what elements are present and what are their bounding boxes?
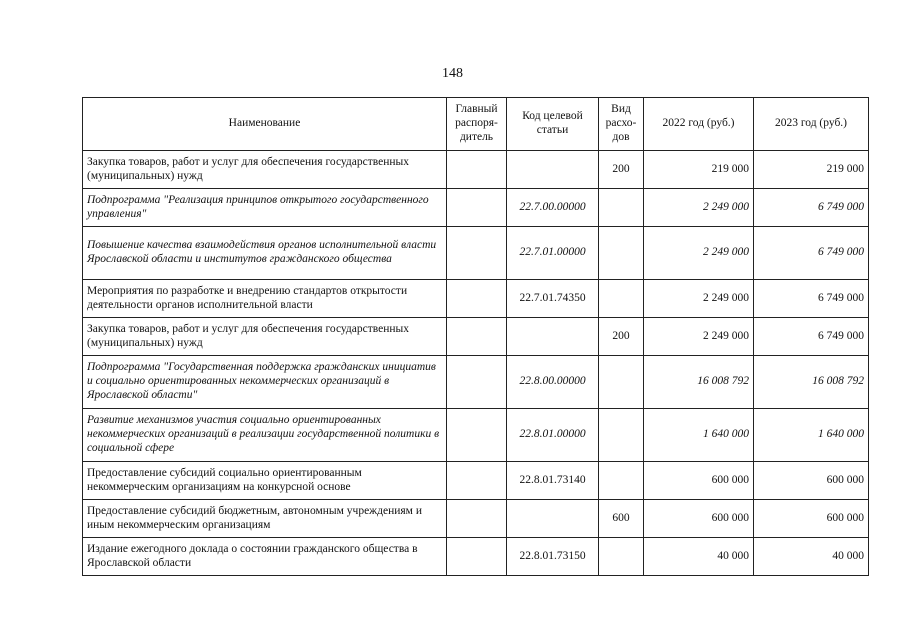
cell-code: 22.7.00.00000 (507, 189, 599, 227)
cell-name: Повышение качества взаимодействия органов исполнительной власти Ярославской области и институтов гражданского общества (83, 227, 447, 280)
cell-year2: 1 640 000 (754, 409, 869, 462)
table-row (83, 151, 869, 189)
cell-type (599, 356, 644, 409)
header-admin: Главный распоря-дитель (447, 98, 507, 151)
table-header-row (83, 98, 869, 151)
table-row (83, 189, 869, 227)
budget-table (82, 97, 869, 576)
cell-admin (447, 409, 507, 462)
cell-year2: 40 000 (754, 538, 869, 576)
cell-name: Подпрограмма "Реализация принципов открытого государственного управления" (83, 189, 447, 227)
cell-name: Закупка товаров, работ и услуг для обеспечения государственных (муниципальных) нужд (83, 318, 447, 356)
cell-year2: 16 008 792 (754, 356, 869, 409)
cell-year2: 600 000 (754, 500, 869, 538)
cell-code (507, 151, 599, 189)
cell-year1: 2 249 000 (644, 189, 754, 227)
cell-admin (447, 151, 507, 189)
header-name: Наименование (83, 98, 447, 151)
cell-year2: 219 000 (754, 151, 869, 189)
cell-year1: 600 000 (644, 462, 754, 500)
cell-admin (447, 462, 507, 500)
cell-admin (447, 189, 507, 227)
cell-code: 22.8.01.73140 (507, 462, 599, 500)
cell-type (599, 189, 644, 227)
cell-year1: 2 249 000 (644, 318, 754, 356)
table-row (83, 500, 869, 538)
cell-admin (447, 227, 507, 280)
cell-type (599, 227, 644, 280)
cell-code (507, 500, 599, 538)
cell-year2: 6 749 000 (754, 189, 869, 227)
cell-year2: 600 000 (754, 462, 869, 500)
cell-code: 22.7.01.74350 (507, 280, 599, 318)
table-row (83, 280, 869, 318)
cell-code: 22.8.01.73150 (507, 538, 599, 576)
header-type: Вид расхо-дов (599, 98, 644, 151)
cell-year1: 2 249 000 (644, 227, 754, 280)
table-row (83, 356, 869, 409)
cell-admin (447, 318, 507, 356)
cell-admin (447, 280, 507, 318)
cell-year1: 219 000 (644, 151, 754, 189)
cell-year2: 6 749 000 (754, 280, 869, 318)
cell-type (599, 409, 644, 462)
table-row (83, 409, 869, 462)
cell-name: Мероприятия по разработке и внедрению стандартов открытости деятельности органов исполнительной власти (83, 280, 447, 318)
cell-year2: 6 749 000 (754, 227, 869, 280)
cell-type (599, 280, 644, 318)
header-year2: 2023 год (руб.) (754, 98, 869, 151)
cell-name: Развитие механизмов участия социально ориентированных некоммерческих организаций в реализации государственной политики в социальной сфере (83, 409, 447, 462)
cell-name: Подпрограмма "Государственная поддержка гражданских инициатив и социально ориентированных некоммерческих организаций в Ярославской области" (83, 356, 447, 409)
cell-year1: 600 000 (644, 500, 754, 538)
cell-code: 22.7.01.00000 (507, 227, 599, 280)
cell-code: 22.8.00.00000 (507, 356, 599, 409)
cell-year2: 6 749 000 (754, 318, 869, 356)
cell-admin (447, 356, 507, 409)
cell-code (507, 318, 599, 356)
cell-type: 200 (599, 318, 644, 356)
cell-code: 22.8.01.00000 (507, 409, 599, 462)
cell-name: Издание ежегодного доклада о состоянии гражданского общества в Ярославской области (83, 538, 447, 576)
cell-year1: 16 008 792 (644, 356, 754, 409)
cell-year1: 2 249 000 (644, 280, 754, 318)
cell-name: Предоставление субсидий бюджетным, автономным учреждениям и иным некоммерческим организациям (83, 500, 447, 538)
cell-type (599, 538, 644, 576)
cell-admin (447, 500, 507, 538)
cell-name: Закупка товаров, работ и услуг для обеспечения государственных (муниципальных) нужд (83, 151, 447, 189)
cell-year1: 1 640 000 (644, 409, 754, 462)
header-year1: 2022 год (руб.) (644, 98, 754, 151)
table-row (83, 318, 869, 356)
table-row (83, 227, 869, 280)
cell-name: Предоставление субсидий социально ориентированным некоммерческим организациям на конкурсной основе (83, 462, 447, 500)
cell-type: 600 (599, 500, 644, 538)
table-row (83, 462, 869, 500)
cell-admin (447, 538, 507, 576)
table-row (83, 538, 869, 576)
cell-year1: 40 000 (644, 538, 754, 576)
page-number: 148 (442, 66, 463, 81)
cell-type (599, 462, 644, 500)
cell-type: 200 (599, 151, 644, 189)
header-code: Код целевой статьи (507, 98, 599, 151)
